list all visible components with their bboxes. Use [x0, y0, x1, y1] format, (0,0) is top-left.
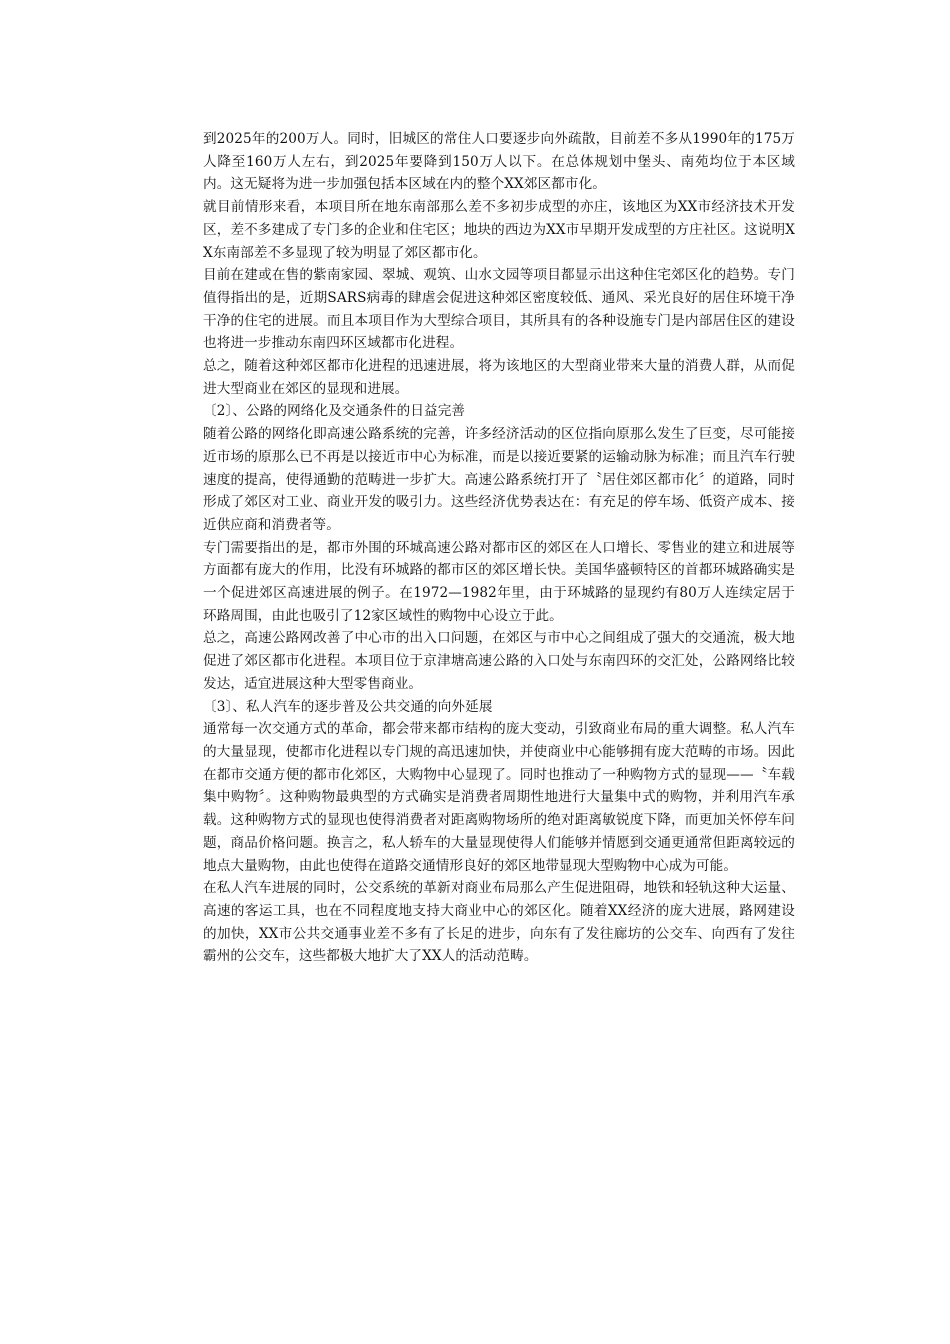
- paragraph: 通常每一次交通方式的革命，都会带来都市结构的庞大变动，引致商业布局的重大调整。私人汽车的大量显现，使都市化进程以专门规的高迅速加快，并使商业中心能够拥有庞大范畴的市场。因此在都市交通方便的都市化郊区，大购物中心显现了。同时也推动了一种购物方式的显现——〝车载集中购物〞。这种购物最典型的方式确实是消费者周期性地进行大量集中式的购物，并利用汽车承载。这种购物方式的显现也使得消费者对距离购物场所的绝对距离敏锐度下降，而更加关怀停车问题，商品价格问题。换言之，私人轿车的大量显现使得人们能够并情愿到交通更通常但距离较远的地点大量购物，由此也使得在道路交通情形良好的郊区地带显现大型购物中心成为可能。: [203, 721, 795, 874]
- paragraph: 随着公路的网络化即高速公路系统的完善，许多经济活动的区位指向原那么发生了巨变，尽可能接近市场的原那么已不再是以接近市中心为标准，而是以接近要紧的运输动脉为标准；而且汽车行驶速度的提高，使得通勤的范畴进一步扩大。高速公路系统打开了〝居住郊区都市化〞的道路，同时形成了郊区对工业、商业开发的吸引力。这些经济优势表达在：有充足的停车场、低资产成本、接近供应商和消费者等。: [203, 426, 795, 533]
- paragraph: 专门需要指出的是，都市外围的环城高速公路对都市区的郊区在人口增长、零售业的建立和进展等方面都有庞大的作用，比没有环城路的都市区的郊区增长快。美国华盛顿特区的首都环城路确实是一个促进郊区高速进展的例子。在1972—1982年里，由于环城路的显现约有80万人连续定居于环路周围，由此也吸引了12家区域性的购物中心设立于此。: [203, 539, 795, 624]
- section-heading: 〔3〕、私人汽车的逐步普及公共交通的向外延展: [203, 698, 493, 715]
- paragraph: 总之，随着这种郊区都市化进程的迅速进展，将为该地区的大型商业带来大量的消费人群，从而促进大型商业在郊区的显现和进展。: [203, 358, 795, 397]
- paragraph: 在私人汽车进展的同时，公交系统的革新对商业布局那么产生促进阻碍，地铁和轻轨这种大运量、高速的客运工具，也在不同程度地支持大商业中心的郊区化。随着XX经济的庞大进展，路网建设的加快，XX市公共交通事业差不多有了长足的进步，向东有了发往廊坊的公交车、向西有了发往霸州的公交车，这些都极大地扩大了XX人的活动范畴。: [203, 880, 795, 965]
- paragraph: 就目前情形来看，本项目所在地东南部那么差不多初步成型的亦庄，该地区为XX市经济技术开发区，差不多建成了专门多的企业和住宅区；地块的西边为XX市早期开发成型的方庄社区。这说明XX东南部差不多显现了较为明显了郊区都市化。: [203, 199, 795, 261]
- paragraph: 总之，高速公路网改善了中心市的出入口问题，在郊区与市中心之间组成了强大的交通流，极大地促进了郊区都市化进程。本项目位于京津塘高速公路的入口处与东南四环的交汇处，公路网络比较发达，适宜进展这种大型零售商业。: [203, 630, 795, 692]
- paragraph: 目前在建或在售的紫南家园、翠城、观筑、山水文园等项目都显示出这种住宅郊区化的趋势。专门值得指出的是，近期SARS病毒的肆虐会促进这种郊区密度较低、通风、采光良好的居住环境干净干净的住宅的进展。而且本项目作为大型综合项目，其所具有的各种设施专门是内部居住区的建设也将进一步推动东南四环区域都市化进程。: [203, 267, 795, 352]
- paragraph: 到2025年的200万人。同时，旧城区的常住人口要逐步向外疏散，目前差不多从1990年的175万人降至160万人左右，到2025年要降到150万人以下。在总体规划中堡头、南苑均位于本区域内。这无疑将为进一步加强包括本区域在内的整个XX郊区都市化。: [203, 131, 795, 193]
- document-body: [203, 128, 795, 968]
- section-heading: 〔2〕、公路的网络化及交通条件的日益完善: [203, 403, 466, 420]
